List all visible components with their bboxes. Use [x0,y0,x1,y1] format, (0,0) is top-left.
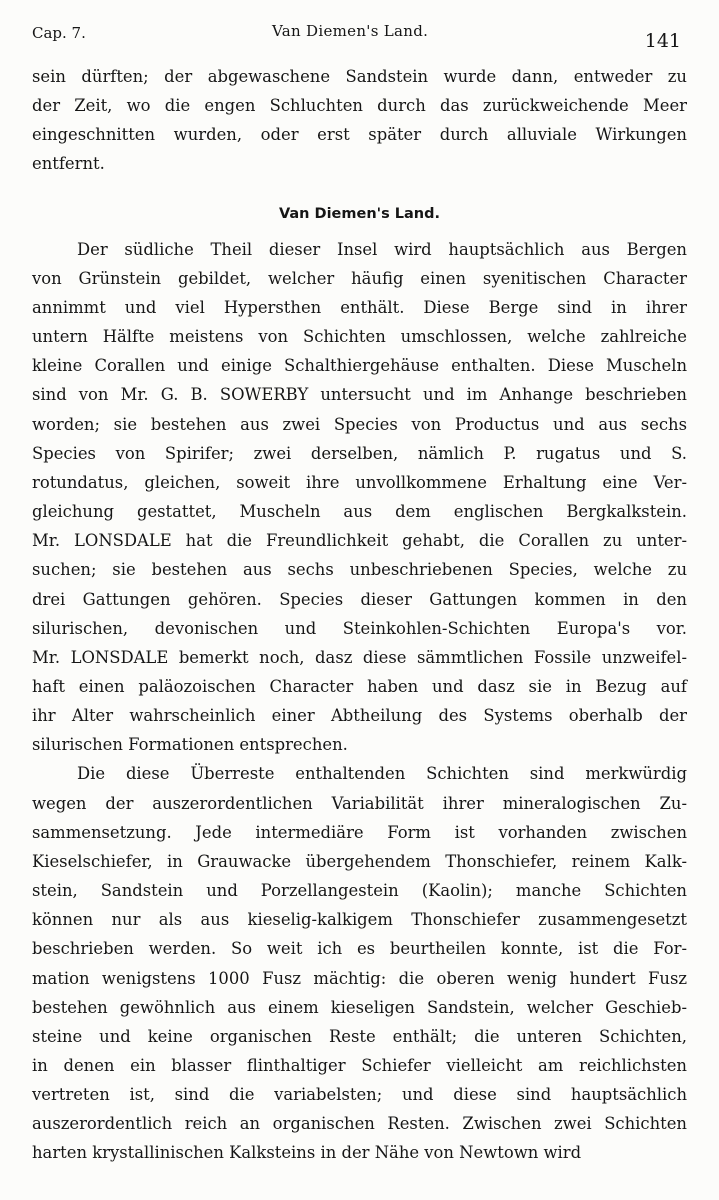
text-line: kleine Corallen und einige Schalthiergehäuse enthalten. Diese Muscheln [32,356,687,376]
text-line: silurischen Formationen entsprechen. [32,735,348,755]
text-line: von Grünstein gebildet, welcher häufig einen syenitischen Character [32,268,687,288]
paragraph [32,235,687,760]
text-line: steine und keine organischen Reste enthält; die unteren Schichten, [32,1026,687,1046]
text-line: silurischen, devonischen und Steinkohlen-Schichten Europa's vor. [32,618,687,638]
text-line: stein, Sandstein und Porzellangestein (Kaolin); manche Schichten [32,881,687,901]
text-line: Die diese Überreste enthaltenden Schichten sind merkwürdig [77,764,687,784]
text-line: bestehen gewöhnlich aus einem kieseligen Sandstein, welcher Geschieb- [32,997,687,1017]
text-line: ihr Alter wahrscheinlich einer Abtheilung des Systems oberhalb der [32,706,687,726]
text-line: annimmt und viel Hypersthen enthält. Diese Berge sind in ihrer [32,297,687,317]
text-line: drei Gattungen gehören. Species dieser Gattungen kommen in den [32,589,687,609]
text-line: gleichung gestattet, Muscheln aus dem englischen Bergkalkstein. [32,502,687,522]
text-line: vertreten ist, sind die variabelsten; und diese sind hauptsächlich [32,1085,687,1105]
text-line: eingeschnitten wurden, oder erst später durch alluviale Wirkungen [32,125,687,145]
paragraph [32,759,687,1167]
text-line: der Zeit, wo die engen Schluchten durch das zurückweichende Meer [32,96,687,116]
text-line: untern Hälfte meistens von Schichten umschlossen, welche zahlreiche [32,327,687,347]
text-line: sind von Mr. G. B. SOWERBY untersucht und im Anhange beschrieben [32,385,687,405]
page-number: 141 [644,30,681,52]
text-line: beschrieben werden. So weit ich es beurtheilen konnte, ist die For- [32,939,687,959]
text-line: Mr. LONSDALE hat die Freundlichkeit gehabt, die Corallen zu unter- [32,531,687,551]
text-line: Der südliche Theil dieser Insel wird hauptsächlich aus Bergen [77,239,687,259]
text-line: können nur als aus kieselig-kalkigem Thonschiefer zusammengesetzt [32,910,687,930]
text-line: rotundatus, gleichen, soweit ihre unvollkommene Erhaltung eine Ver- [32,472,687,492]
chapter-label: Cap. 7. [32,24,86,42]
text-line: suchen; sie bestehen aus sechs unbeschriebenen Species, welche zu [32,560,687,580]
paragraph [32,62,687,179]
text-line: sammensetzung. Jede intermediäre Form ist vorhanden zwischen [32,822,687,842]
text-line: Species von Spirifer; zwei derselben, nämlich P. rugatus und S. [32,443,687,463]
text-line: haft einen paläozoischen Character haben und dasz sie in Bezug auf [32,676,687,696]
text-line: worden; sie bestehen aus zwei Species von Productus und aus sechs [32,414,687,434]
text-line: entfernt. [32,154,105,174]
body-text [32,62,687,1168]
text-line: harten krystallinischen Kalksteins in der Nähe von Newtown wird [32,1143,582,1163]
text-line: wegen der auszerordentlichen Variabilität ihrer mineralogischen Zu- [32,793,687,813]
text-line: auszerordentlich reich an organischen Resten. Zwischen zwei Schichten [32,1114,687,1134]
page-header [32,18,689,52]
text-line: Kieselschiefer, in Grauwacke übergehendem Thonschiefer, reinem Kalk- [32,851,687,871]
text-line: mation wenigstens 1000 Fusz mächtig: die oberen wenig hundert Fusz [32,968,687,988]
text-line: in denen ein blasser flinthaltiger Schiefer vielleicht am reichlichsten [32,1056,687,1075]
text-line: sein dürften; der abgewaschene Sandstein wurde dann, entweder zu [32,67,687,86]
text-line: Mr. LONSDALE bemerkt noch, dasz diese sämmtlichen Fossile unzweifel- [32,647,687,667]
running-title: Van Diemen's Land. [272,22,429,40]
section-heading: Van Diemen's Land. [278,205,441,222]
